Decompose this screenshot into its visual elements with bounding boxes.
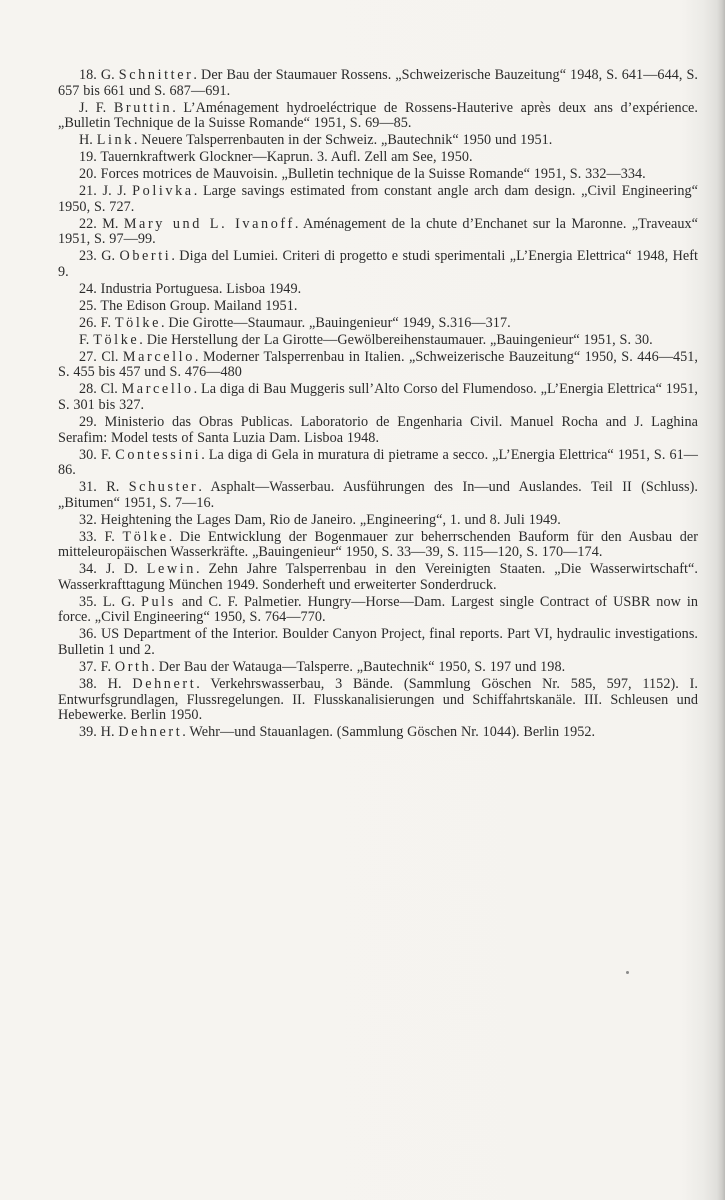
- reference-entry: 18. G. Schnitter. Der Bau der Staumauer Rossens. „Schweizerische Bauzeitung“ 1948, S. 641—644, S. 657 bis 661 und S. 687—691.: [58, 67, 698, 99]
- reference-entry: 38. H. Dehnert. Verkehrswasserbau, 3 Bände. (Sammlung Göschen Nr. 585, 597, 1152). I. Entwurfsgrundlagen, Flussregelungen. II. Flusskanalisierungen und Schiffahrtskanäle. III. Schleusen und Hebewerke. Berlin 1950.: [58, 675, 698, 724]
- reference-entry: 35. L. G. Puls and C. F. Palmetier. Hungry—Horse—Dam. Largest single Contract of USBR now in force. „Civil Engineering“ 1950, S. 764—770.: [58, 593, 699, 626]
- reference-entry: 24. Industria Portuguesa. Lisboa 1949.: [79, 280, 302, 297]
- print-speck: [626, 971, 629, 974]
- reference-entry: 39. H. Dehnert. Wehr—und Stauanlagen. (Sammlung Göschen Nr. 1044). Berlin 1952.: [79, 724, 596, 741]
- reference-entry: 21. J. J. Polivka. Large savings estimated from constant angle arch dam design. „Civil Engineering“ 1950, S. 727.: [58, 183, 698, 215]
- reference-entry: 37. F. Orth. Der Bau der Watauga—Talsperre. „Bautechnik“ 1950, S. 197 und 198.: [79, 658, 566, 675]
- reference-entry: H. Link. Neuere Talsperrenbauten in der Schweiz. „Bautechnik“ 1950 und 1951.: [79, 132, 553, 149]
- reference-entry: 27. Cl. Marcello. Moderner Talsperrenbau in Italien. „Schweizerische Bauzeitung“ 1950, S. 446—451, S. 455 bis 457 und S. 476—480: [58, 348, 698, 381]
- reference-entry: 30. F. Contessini. La diga di Gela in muratura di pietrame a secco. „L’Energia Elettrica“ 1951, S. 61—86.: [58, 446, 698, 479]
- reference-entry: 33. F. Tölke. Die Entwicklung der Bogenmauer zur beherrschenden Bauform für den Ausbau der mitteleuropäischen Wasserkräfte. „Bauingenieur“ 1950, S. 33—39, S. 115—120, S. 170—174.: [58, 528, 698, 561]
- reference-entry: 34. J. D. Lewin. Zehn Jahre Talsperrenbau in den Vereinigten Staaten. „Die Wasserwirtschaft“. Wasserkrafttagung München 1949. Sonderheft und erweiterter Sonderdruck.: [58, 561, 698, 593]
- reference-entry: 36. US Department of the Interior. Boulder Canyon Project, final reports. Part VI, hydraulic investigations. Bulletin 1 und 2.: [58, 626, 698, 658]
- reference-entry: F. Tölke. Die Herstellung der La Girotte—Gewölbereihenstaumauer. „Bauingenieur“ 1951, S. 30.: [79, 331, 653, 348]
- reference-entry: J. F. Bruttin. L’Aménagement hydroeléctrique de Rossens-Hauterive après deux ans d’expérience. „Bulletin Technique de la Suisse Romande“ 1951, S. 69—85.: [58, 99, 698, 132]
- reference-entry: 28. Cl. Marcello. La diga di Bau Muggeris sull’Alto Corso del Flumendoso. „L’Energia Elettrica“ 1951, S. 301 bis 327.: [58, 381, 698, 413]
- reference-entry: 29. Ministerio das Obras Publicas. Laboratorio de Engenharia Civil. Manuel Rocha and J. Laghina Serafim: Model tests of Santa Luzia Dam. Lisboa 1948.: [58, 413, 698, 446]
- reference-entry: 31. R. Schuster. Asphalt—Wasserbau. Ausführungen des In—und Auslandes. Teil II (Schluss). „Bitumen“ 1951, S. 7—16.: [58, 479, 698, 511]
- reference-entry: 23. G. Oberti. Diga del Lumiei. Criteri di progetto e studi sperimentali „L’Energia Elettrica“ 1948, Heft 9.: [58, 248, 699, 280]
- reference-entry: 19. Tauernkraftwerk Glockner—Kaprun. 3. Aufl. Zell am See, 1950.: [79, 149, 473, 166]
- reference-entry: 32. Heightening the Lages Dam, Rio de Janeiro. „Engineering“, 1. und 8. Juli 1949.: [79, 511, 561, 528]
- page-edge-shadow: [717, 0, 725, 1200]
- reference-entry: 26. F. Tölke. Die Girotte—Staumaur. „Bauingenieur“ 1949, S.316—317.: [79, 314, 511, 331]
- reference-entry: 25. The Edison Group. Mailand 1951.: [79, 297, 298, 314]
- reference-entry: 20. Forces motrices de Mauvoisin. „Bulletin technique de la Suisse Romande“ 1951, S. 332—334.: [79, 166, 646, 183]
- reference-entry: 22. M. Mary und L. Ivanoff. Aménagement de la chute d’Enchanet sur la Maronne. „Traveaux“ 1951, S. 97—99.: [58, 215, 698, 248]
- bibliography-list: [58, 68, 698, 742]
